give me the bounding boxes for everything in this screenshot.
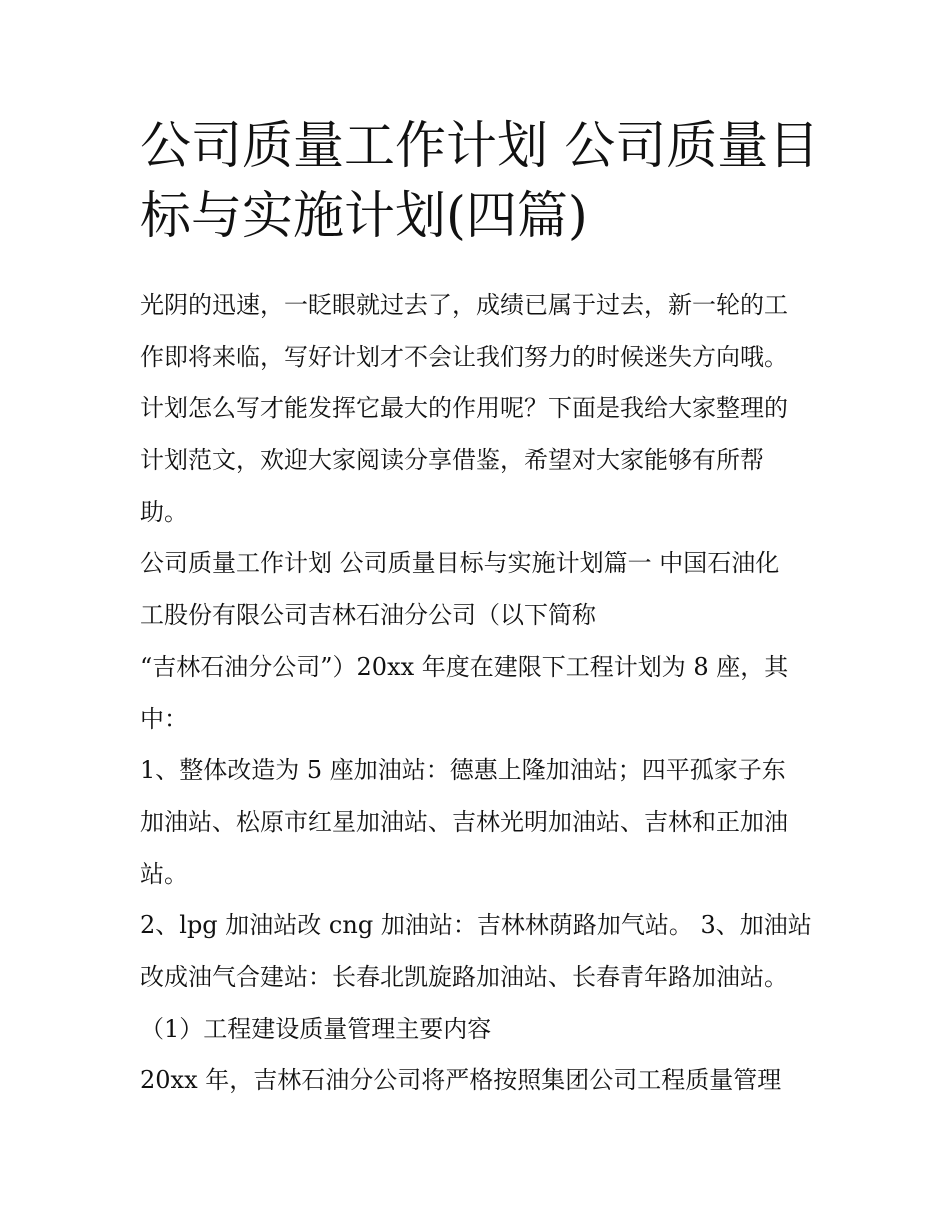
title-line: 公司质量工作计划 公司质量目 bbox=[140, 117, 820, 176]
body-line: 改成油气合建站：长春北凯旋路加油站、长春青年路加油站。 bbox=[140, 962, 788, 991]
document-body bbox=[140, 280, 830, 1107]
body-line: 助。 bbox=[140, 497, 188, 526]
body-line: 光阴的迅速，一眨眼就过去了，成绩已属于过去，新一轮的工 bbox=[140, 291, 788, 319]
body-line: 计划范文，欢迎大家阅读分享借鉴，希望对大家能够有所帮 bbox=[140, 446, 764, 475]
title-line: 标与实施计划(四篇) bbox=[140, 187, 588, 246]
body-line: 1、整体改造为 5 座加油站：德惠上隆加油站；四平孤家子东 bbox=[140, 756, 786, 785]
body-line: 计划怎么写才能发挥它最大的作用呢？下面是我给大家整理的 bbox=[140, 394, 788, 423]
body-line: 加油站、松原市红星加油站、吉林光明加油站、吉林和正加油 bbox=[140, 807, 788, 836]
body-line: 公司质量工作计划 公司质量目标与实施计划篇一 中国石油化 bbox=[140, 549, 780, 578]
body-line: （1）工程建设质量管理主要内容 bbox=[140, 1014, 492, 1043]
body-line: 站。 bbox=[140, 859, 188, 888]
body-line: 中： bbox=[140, 704, 188, 733]
document-title bbox=[140, 112, 830, 252]
body-line: 20xx 年，吉林石油分公司将严格按照集团公司工程质量管理 bbox=[140, 1066, 782, 1095]
body-line: 2、lpg 加油站改 cng 加油站：吉林林荫路加气站。 3、加油站 bbox=[140, 911, 812, 940]
body-line: 工股份有限公司吉林石油分公司（以下简称 bbox=[140, 601, 596, 630]
body-line: “吉林石油分公司”）20xx 年度在建限下工程计划为 8 座，其 bbox=[140, 652, 789, 681]
body-line: 作即将来临，写好计划才不会让我们努力的时候迷失方向哦。 bbox=[140, 342, 788, 371]
